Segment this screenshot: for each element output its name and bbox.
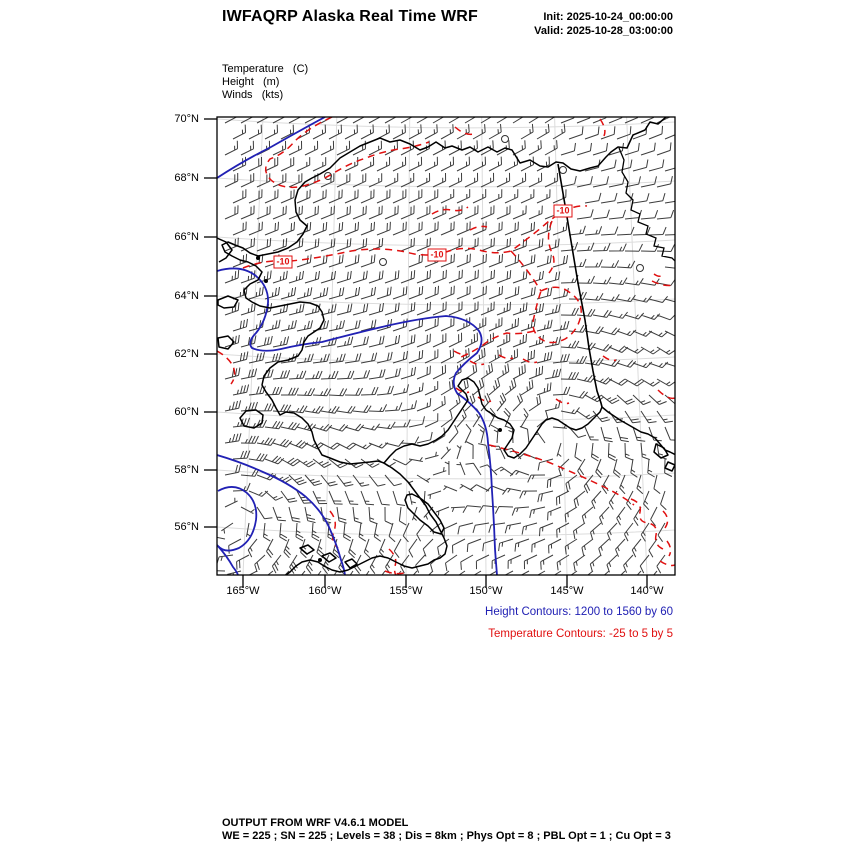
graticule bbox=[217, 117, 675, 575]
temperature-contour-label: -10 bbox=[553, 205, 572, 218]
lat-tick-label: 60°N bbox=[174, 406, 199, 418]
legend-winds: Winds (kts) bbox=[222, 89, 284, 101]
temperature-contour-label: -10 bbox=[427, 249, 446, 262]
model-config-text: WE = 225 ; SN = 225 ; Levels = 38 ; Dis = 8km ; Phys Opt = 8 ; PBL Opt = 1 ; Cu Opt = 3 bbox=[222, 830, 671, 842]
valid-timestamp: Valid: 2025-10-28_03:00:00 bbox=[534, 25, 673, 37]
height-contour-caption: Height Contours: 1200 to 1560 by 60 bbox=[485, 606, 673, 618]
lon-tick-label: 140°W bbox=[630, 585, 664, 597]
lat-tick-label: 56°N bbox=[174, 521, 199, 533]
lat-tick-label: 58°N bbox=[174, 464, 199, 476]
lat-tick-label: 64°N bbox=[174, 290, 199, 302]
wind-barbs bbox=[207, 108, 684, 590]
alaska-canada-border bbox=[558, 164, 602, 407]
map-frame bbox=[217, 117, 675, 575]
lat-tick-label: 70°N bbox=[174, 113, 199, 125]
model-version-text: OUTPUT FROM WRF V4.6.1 MODEL bbox=[222, 817, 409, 829]
lon-tick-label: 145°W bbox=[550, 585, 584, 597]
lat-tick-label: 68°N bbox=[174, 172, 199, 184]
lon-tick-label: 165°W bbox=[226, 585, 260, 597]
temperature-contour-label: -10 bbox=[273, 256, 292, 269]
page-title: IWFAQRP Alaska Real Time WRF bbox=[221, 8, 479, 25]
legend-temperature: Temperature (C) bbox=[222, 63, 309, 75]
lon-tick-label: 155°W bbox=[389, 585, 423, 597]
lon-tick-label: 160°W bbox=[308, 585, 342, 597]
lon-tick-label: 150°W bbox=[469, 585, 503, 597]
temperature-contour-caption: Temperature Contours: -25 to 5 by 5 bbox=[488, 628, 673, 640]
lat-tick-label: 66°N bbox=[174, 231, 199, 243]
eastern-boundary-line bbox=[619, 148, 676, 262]
init-timestamp: Init: 2025-10-24_00:00:00 bbox=[543, 11, 673, 23]
legend-height: Height (m) bbox=[222, 76, 280, 88]
map-interior bbox=[207, 108, 684, 590]
lat-tick-label: 62°N bbox=[174, 348, 199, 360]
station-dots bbox=[256, 256, 502, 562]
